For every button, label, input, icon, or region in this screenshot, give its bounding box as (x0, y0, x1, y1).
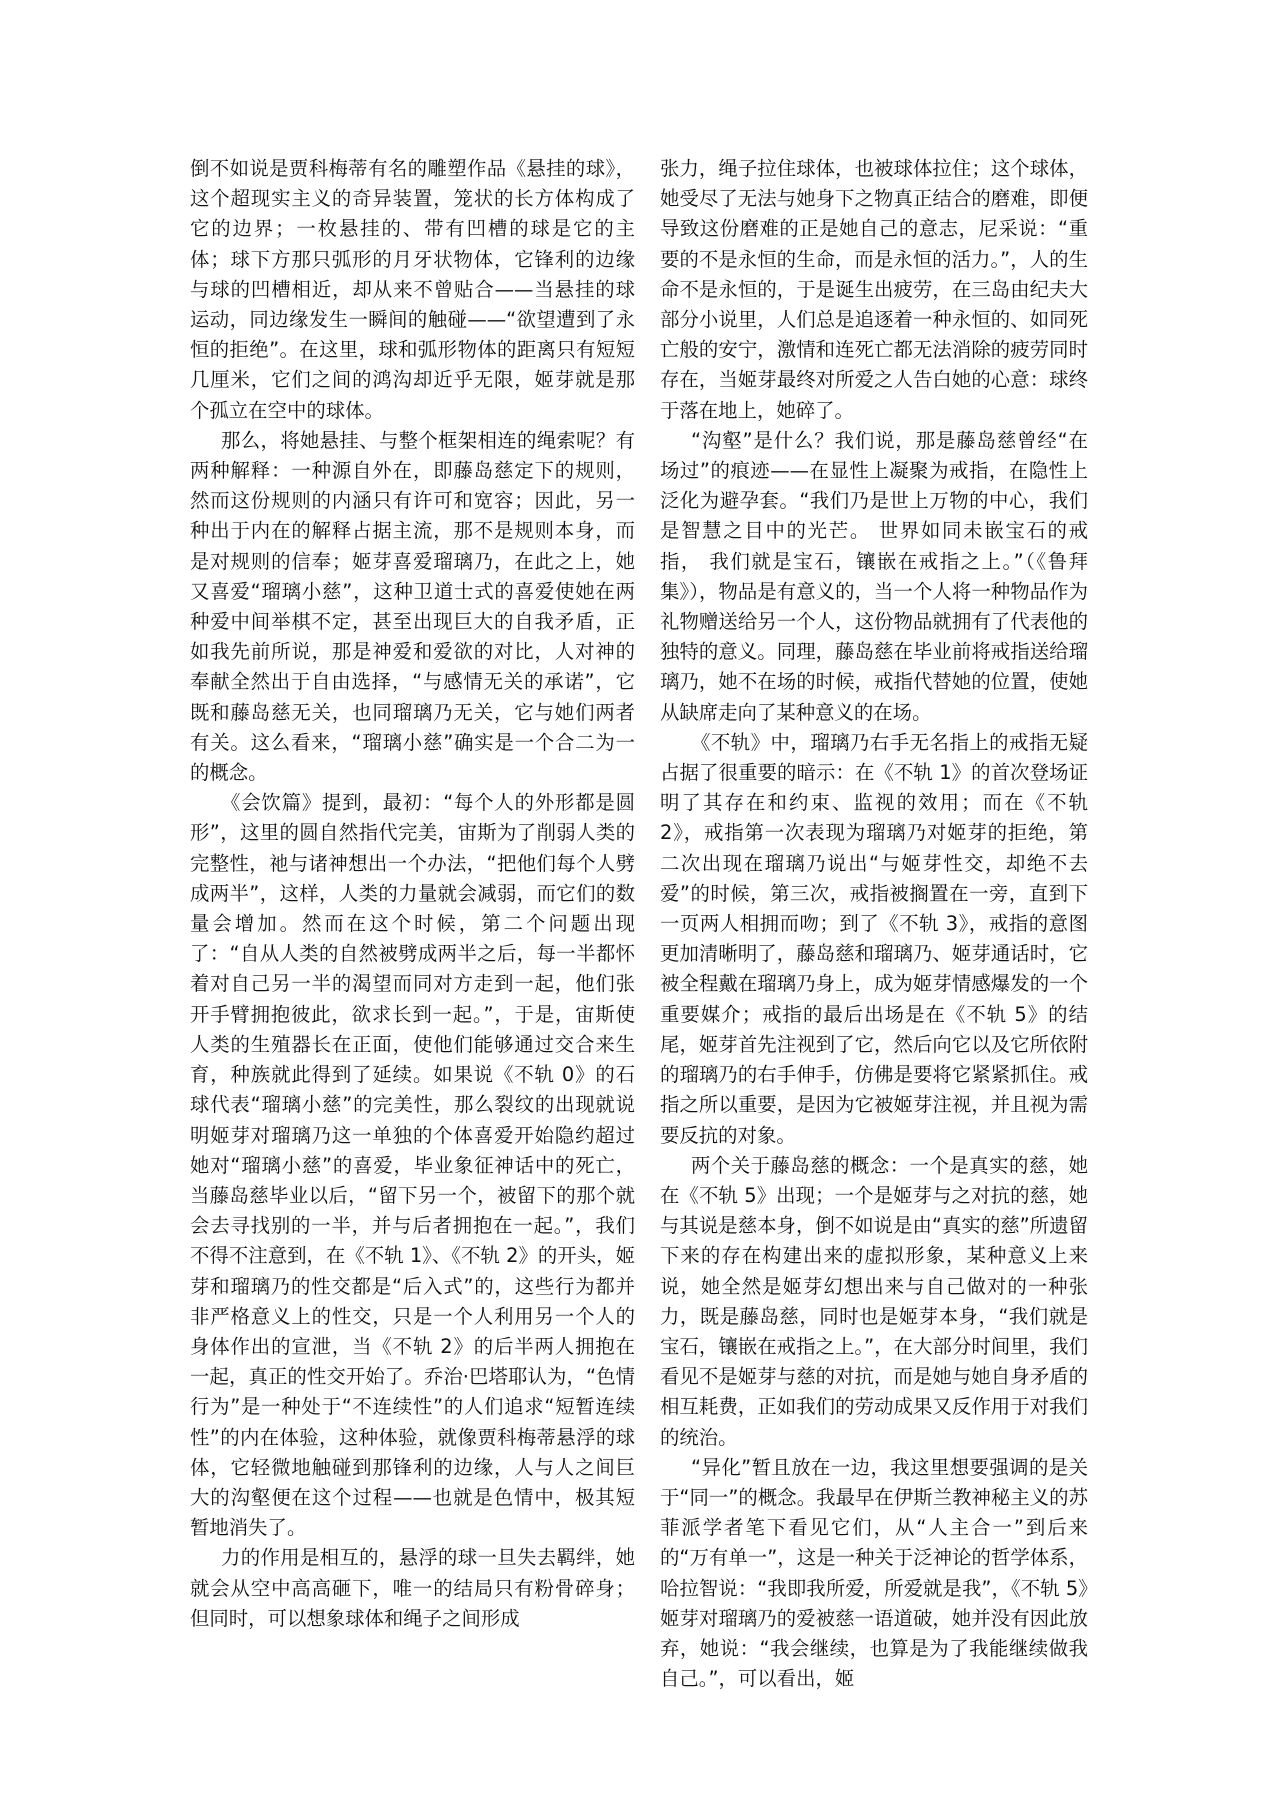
paragraph: 两个关于藤岛慈的概念：一个是真实的慈，她在《不轨 5》出现；一个是姬芽与之对抗的慈，她与其说是慈本身，倒不如说是由“真实的慈”所遗留下来的存在构建出来的虚拟形象，某种意义上来说，她全然是姬芽幻想出来与自己做对的一种张力，既是藤岛慈，同时也是姬芽本身，“我们就是宝石，镶嵌在戒指之上。”，在大部分时间里，我们看见不是姬芽与慈的对抗，而是她与她自身矛盾的相互耗费，正如我们的劳动成果又反作用于对我们的统治。 (660, 1153, 1088, 1449)
paragraph: 《不轨》中，瑠璃乃右手无名指上的戒指无疑占据了很重要的暗示：在《不轨 1》的首次登场证明了其存在和约束、监视的效用；而在《不轨 2》，戒指第一次表现为瑠璃乃对姬芽的拒绝，第二次出现在瑠璃乃说出“与姬芽性交，却绝不去爱”的时候，第三次，戒指被搁置在一旁，直到下一页两人相拥而吻；到了《不轨 3》，戒指的意图更加清晰明了，藤岛慈和瑠璃乃、姬芽通话时，它被全程戴在瑠璃乃身上，成为姬芽情感爆发的一个重要媒介；戒指的最后出场是在《不轨 5》的结尾，姬芽首先注视到了它，然后向它以及它所依附的瑠璃乃的右手伸手，仿佛是要将它紧紧抓住。戒指之所以重要，是因为它被姬芽注视，并且视为需要反抗的对象。 (660, 730, 1088, 1147)
paragraph: “异化”暂且放在一边，我这里想要强调的是关于“同一”的概念。我最早在伊斯兰教神秘主义的苏菲派学者笔下看见它们，从“人主合一”到后来的“万有单一”，这是一种关于泛神论的哲学体系，哈拉智说：“我即我所爱，所爱就是我”，《不轨 5》姬芽对瑠璃乃的爱被慈一语道破，她并没有因此放弃，她说：“我会继续，也算是为了我能继续做我自己。”，可以看出，姬 (660, 1455, 1088, 1691)
right-column (660, 154, 1088, 1694)
paragraph: 那么，将她悬挂、与整个框架相连的绳索呢？有两种解释：一种源自外在，即藤岛慈定下的规则，然而这份规则的内涵只有许可和宽容；因此，另一种出于内在的解释占据主流，那不是规则本身，而是对规则的信奉；姬芽喜爱瑠璃乃，在此之上，她又喜爱“瑠璃小慈”，这种卫道士式的喜爱使她在两种爱中间举棋不定，甚至出现巨大的自我矛盾，正如我先前所说，那是神爱和爱欲的对比，人对神的奉献全然出于自由选择，“与感情无关的承诺”，它既和藤岛慈无关，也同瑠璃乃无关，它与她们两者有关。这么看来，“瑠璃小慈”确实是一个合二为一的概念。 (190, 428, 635, 785)
paragraph: 《会饮篇》提到，最初：“每个人的外形都是圆形”，这里的圆自然指代完美，宙斯为了削弱人类的完整性，祂与诸神想出一个办法，“把他们每个人劈成两半”，这样，人类的力量就会减弱，而它们的数量会增加。然而在这个时候，第二个问题出现了：“自从人类的自然被劈成两半之后，每一半都怀着对自己另一半的渴望而同对方走到一起，他们张开手臂拥抱彼此，欲求长到一起。”，于是，宙斯使人类的生殖器长在正面，使他们能够通过交合来生育，种族就此得到了延续。如果说《不轨 0》的石球代表“瑠璃小慈”的完美性，那么裂纹的出现就说明姬芽对瑠璃乃这一单独的个体喜爱开始隐约超过她对“瑠璃小慈”的喜爱，毕业象征神话中的死亡，当藤岛慈毕业以后，“留下另一个，被留下的那个就会去寻找别的一半，并与后者拥抱在一起。”，我们不得不注意到，在《不轨 1》、《不轨 2》的开头，姬芽和瑠璃乃的性交都是“后入式”的，这些行为都并非严格意义上的性交，只是一个人利用另一个人的身体作出的宣泄，当《不轨 2》的后半两人拥抱在一起，真正的性交开始了。乔治·巴塔耶认为，“色情行为”是一种处于“不连续性”的人们追求“短暂连续性”的内在体验，这种体验，就像贾科梅蒂悬浮的球体，它轻微地触碰到那锋利的边缘，人与人之间巨大的沟壑便在这个过程——也就是色情中，极其短暂地消失了。 (190, 791, 635, 1540)
paragraph: 力的作用是相互的，悬浮的球一旦失去羁绊，她就会从空中高高砸下，唯一的结局只有粉骨碎身；但同时，可以想象球体和绳子之间形成 (190, 1546, 635, 1630)
left-column (190, 154, 635, 1634)
paragraph: 倒不如说是贾科梅蒂有名的雕塑作品《悬挂的球》，这个超现实主义的奇异装置，笼状的长方体构成了它的边界；一枚悬挂的、带有凹槽的球是它的主体；球下方那只弧形的月牙状物体，它锋利的边缘与球的凹槽相近，却从来不曾贴合——当悬挂的球运动，同边缘发生一瞬间的触碰——“欲望遭到了永恒的拒绝”。在这里，球和弧形物体的距离只有短短几厘米，它们之间的鸿沟却近乎无限，姬芽就是那个孤立在空中的球体。 (190, 157, 635, 422)
paragraph: 张力，绳子拉住球体，也被球体拉住；这个球体，她受尽了无法与她身下之物真正结合的磨难，即便导致这份磨难的正是她自己的意志，尼采说：“重要的不是永恒的生命，而是永恒的活力。”，人的生命不是永恒的，于是诞生出疲劳，在三岛由纪夫大部分小说里，人们总是追逐着一种永恒的、如同死亡般的安宁，激情和连死亡都无法消除的疲劳同时存在，当姬芽最终对所爱之人告白她的心意：球终于落在地上，她碎了。 (660, 157, 1088, 422)
paragraph: “沟壑”是什么？我们说，那是藤岛慈曾经“在场过”的痕迹——在显性上凝聚为戒指，在隐性上泛化为避孕套。“我们乃是世上万物的中心，我们是智慧之目中的光芒。 世界如同未嵌宝石的戒指， 我们就是宝石，镶嵌在戒指之上。”（《鲁拜集》），物品是有意义的，当一个人将一种物品作为礼物赠送给另一个人，这份物品就拥有了代表他的独特的意义。同理，藤岛慈在毕业前将戒指送给瑠璃乃，她不在场的时候，戒指代替她的位置，使她从缺席走向了某种意义的在场。 (660, 428, 1088, 724)
